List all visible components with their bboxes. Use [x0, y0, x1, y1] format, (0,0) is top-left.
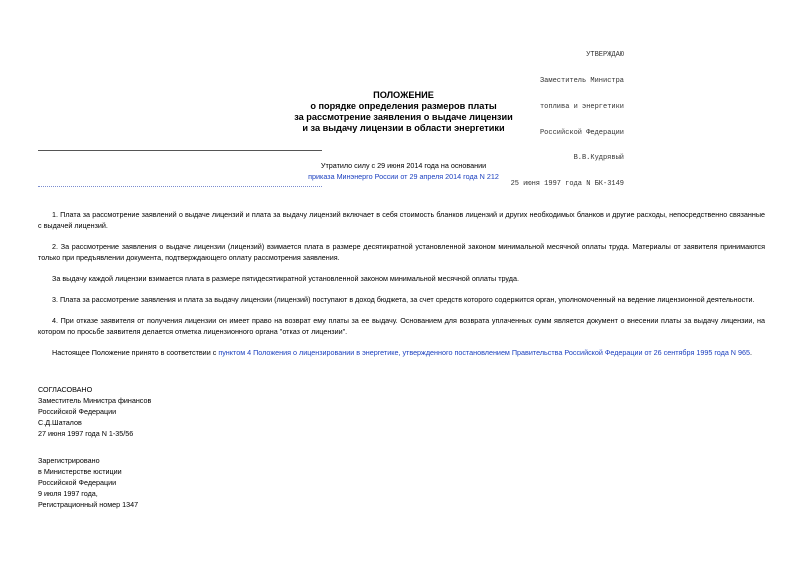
status-text: Утратило силу с 29 июня 2014 года на основании: [320, 161, 487, 170]
regulation-link[interactable]: пунктом 4 Положения о лицензировании в энергетике, утвержденного постановлением Правительства Российской Федерации от 26 сентября 1995 года N 965: [218, 348, 750, 357]
approval-line: топлива и энергетики: [539, 102, 624, 111]
agreed-line: Заместитель Министра финансов: [38, 396, 152, 405]
approval-line: В.В.Кудрявый: [573, 154, 624, 163]
agreed-block: [38, 384, 151, 439]
agreed-line: С.Д.Шаталов: [38, 418, 82, 427]
paragraph-5: 4. При отказе заявителя от получения лицензии он имеет право на возврат ему платы за ее выдачу. Основанием для возврата уплаченных сумм является документ о внесении платы за выдачу лицензии, на котором по просьбе заявителя делается отметка лицензионного органа "отказ от лицензии".: [38, 316, 765, 336]
status-notice: [0, 161, 807, 182]
registration-line: Российской Федерации: [38, 478, 117, 487]
document-body: [38, 209, 765, 368]
agreed-line: СОГЛАСОВАНО: [38, 385, 93, 394]
title-heading: ПОЛОЖЕНИЕ: [373, 90, 434, 100]
paragraph-3: За выдачу каждой лицензии взимается плата в размере пятидесятикратной установленной законом минимальной месячной оплаты труда.: [52, 274, 519, 283]
separator-dotted: [38, 186, 322, 187]
paragraph-4: 3. Плата за рассмотрение заявления и плата за выдачу лицензии (лицензий) поступают в доход бюджета, за счет средств которого содержится орган, уполномоченный на ведение лицензионной деятельности.: [52, 295, 755, 304]
title-line: о порядке определения размеров платы: [310, 101, 497, 111]
approval-line: УТВЕРЖДАЮ: [586, 51, 624, 60]
registration-block: [38, 455, 138, 510]
paragraph-2: 2. За рассмотрение заявления о выдаче лицензии (лицензий) взимается плата в размере десятикратной установленной законом минимальной месячной оплаты труда. Материалы от заявителя принимаются только при предъявлении документа, подтверждающего оплату рассмотрения заявления.: [38, 242, 765, 262]
document-title: [0, 90, 807, 134]
title-line: и за выдачу лицензии в области энергетики: [302, 123, 505, 133]
approval-line: Российской Федерации: [539, 128, 624, 137]
agreed-line: Российской Федерации: [38, 407, 117, 416]
title-line: за рассмотрение заявления о выдаче лицензии: [294, 112, 513, 122]
separator-line: [38, 150, 322, 151]
agreed-line: 27 июня 1997 года N 1-35/56: [38, 429, 134, 438]
paragraph-6-prefix: Настоящее Положение принято в соответствии с: [52, 348, 219, 357]
approval-line: Заместитель Министра: [539, 76, 624, 85]
registration-line: Зарегистрировано: [38, 456, 100, 465]
paragraph-6: [38, 347, 765, 358]
approval-line: 25 июня 1997 года N БК-3149: [510, 180, 624, 189]
registration-line: в Министерстве юстиции: [38, 467, 122, 476]
registration-line: Регистрационный номер 1347: [38, 500, 139, 509]
registration-line: 9 июля 1997 года,: [38, 489, 98, 498]
status-order-link[interactable]: приказа Минэнерго России от 29 апреля 2014 года N 212: [308, 171, 499, 181]
paragraph-6-suffix: .: [750, 348, 752, 357]
paragraph-1: 1. Плата за рассмотрение заявлений о выдаче лицензий и плата за выдачу лицензий включает в себя стоимость бланков лицензий и других необходимых бланков и другие расходы, непосредственно связанные с выдачей лицензий.: [38, 210, 765, 230]
